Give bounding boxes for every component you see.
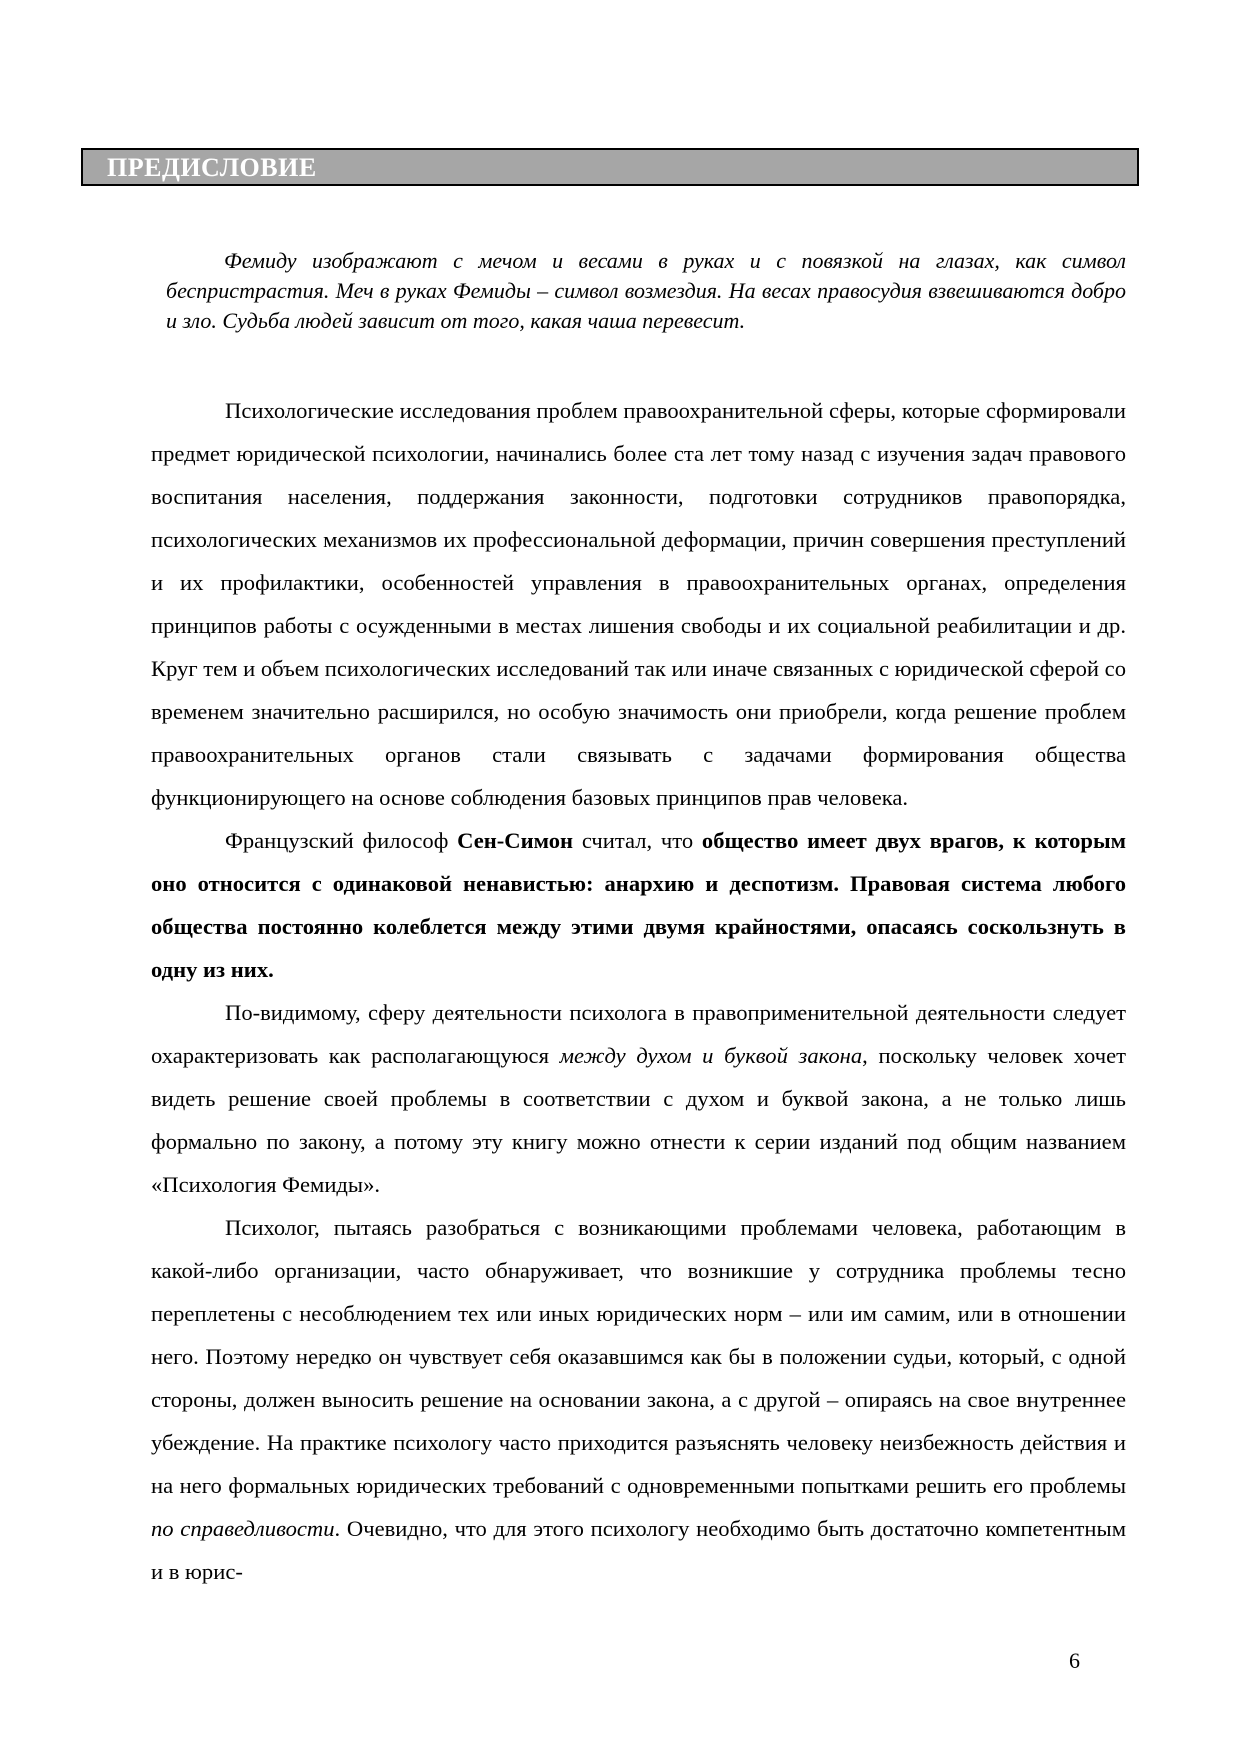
epigraph [166,246,1126,336]
paragraph-3-pre: По-видимому, сферу деятельности психолога в правоприменительной деятельности следует охарактеризовать как располагающуюся [151,1000,1126,1068]
paragraph-3-italic: между духом и буквой закона [559,1043,863,1068]
section-heading-bar [81,148,1139,186]
section-heading-title: ПРЕДИСЛОВИЕ [107,153,317,182]
philosopher-name: Сен-Симон [457,828,574,853]
paragraph-4-pre: Психолог, пытаясь разобраться с возникающими проблемами человека, работающим в какой-либо организации, часто обнаруживает, что возникшие у сотрудника проблемы тесно переплетены с несоблюдением тех или иных юридических норм – или им самим, или в отношении него. Поэтому нередко он чувствует себя оказавшимся как бы в положении судьи, который, с одной стороны, должен выносить решение на основании закона, а с другой – опираясь на свое внутреннее убеждение. На практике психологу часто приходится разъяснять человеку неизбежность действия и на него формальных юридических требований с одновременными попытками решить его проблемы [151,1215,1126,1498]
paragraph-2-pre: Французский философ [225,828,458,853]
main-text [151,389,1126,1593]
paragraph-4 [151,1206,1126,1593]
paragraph-3-post: , поскольку человек хочет видеть решение своей проблемы в соответствии с духом и буквой закона, а не только лишь формально по закону, а потому эту книгу можно отнести к серии изданий под общим названием «Психология Фемиды». [151,1043,1126,1197]
paragraph-2 [151,819,1126,991]
paragraph-2-mid: считал, что [573,828,702,853]
paragraph-1: Психологические исследования проблем правоохранительной сферы, которые сформировали предмет юридической психологии, начинались более ста лет тому назад с изучения задач правового воспитания населения, поддержания законности, подготовки сотрудников правопорядка, психологических механизмов их профессиональной деформации, причин совершения преступлений и их профилактики, особенностей управления в правоохранительных органах, определения принципов работы с осужденными в местах лишения свободы и их социальной реабилитации и др. Круг тем и объем психологических исследований так или иначе связанных с юридической сферой со временем значительно расширился, но особую значимость они приобрели, когда решение проблем правоохранительных органов стали связывать с задачами формирования общества функционирующего на основе соблюдения базовых принципов прав человека. [151,398,1126,810]
paragraph-4-italic: по справедливости [151,1516,335,1541]
epigraph-text: Фемиду изображают с мечом и весами в руках и с повязкой на глазах, как символ беспристрастия. Меч в руках Фемиды – символ возмездия. На весах правосудия взвешиваются добро и зло. Судьба людей зависит от того, какая чаша перевесит. [166,248,1126,333]
paragraph-3 [151,991,1126,1206]
page-number: 6 [1069,1648,1080,1673]
paragraph-4-post: . Очевидно, что для этого психологу необходимо быть достаточно компетентным и в юрис- [151,1516,1127,1584]
bold-quote: общество имеет двух врагов, к которым оно относится с одинаковой ненавистью: анархию и деспотизм. Правовая система любого общества постоянно колеблется между этими двумя крайностями, опасаясь соскользнуть в одну из них. [151,828,1126,982]
